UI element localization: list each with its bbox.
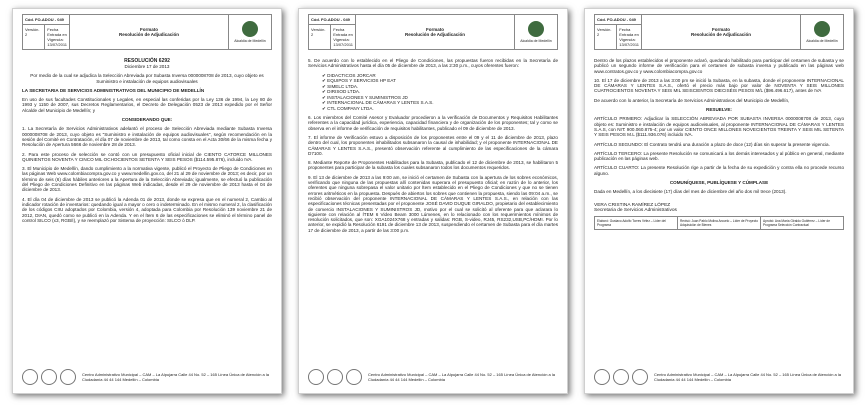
footer-text: Centro Administrativo Municipal – CAM – La Alpujarra Calle 44 No. 52 – 165 Línea Única de Atención a la Ciudadanía 44 44 144 Medellín – Colombia: [82, 372, 269, 382]
list-item: ✔ DIRISOD LTDA.: [322, 89, 558, 95]
seal-icon: [327, 369, 343, 385]
page-footer: [308, 369, 558, 385]
signature-block: [594, 203, 844, 213]
powers-paragraph: En uso de sus facultades Constitucionales y Legales, en especial las conferidas por la Ley 136 de 1994, la Ley 80 de 1993 y 1150 de 2007, sus Decretos Reglamentarios, el Decreto de Delegación 0523 de 2013 expedido por el Señor Alcalde del Municipio de Medellín; y: [22, 97, 272, 113]
medellin-logo-icon: [242, 21, 258, 37]
list-item: ✔ INSTALACIONES Y SUMINISTROS JD: [322, 95, 558, 101]
effective-date: Fecha Entrada en Vigencia: 13/07/2011: [47, 27, 67, 47]
resolution-number: RESOLUCIÓN 6292: [124, 58, 170, 64]
page-footer: [594, 369, 844, 385]
document-page-3: [584, 8, 854, 394]
footer-text: Centro Administrativo Municipal – CAM – La Alpujarra Calle 44 No. 52 – 165 Línea Única de Atención a la Ciudadanía 44 44 144 Medellín – Colombia: [654, 372, 841, 382]
version-label: Versión. 2: [23, 25, 45, 49]
document-page-2: [298, 8, 568, 394]
paragraph-9-continued: Dentro de los plazos establecidos el proponente aclaró, quedando habilitado para participar del certamen de subasta y se publicó un segundo informe de verificación para el certamen de subasta inversa y publicado en las páginas web www.contratos.gov.co y www.colombiacompra.gov.co: [594, 58, 844, 74]
version-label: Versión. 2: [595, 25, 617, 49]
paragraph-9: 9. El 13 de diciembre de 2013 a las 9:00 am, se inició el certamen de Subasta con la apertura de los sobres económicos, verificando que ninguna de las propuestas allí contenidas superara el presupuesto oficial; en razón de lo anterior, los oferentes que ninguna sobrepasa el valor unitario por Ítem establecido en el Pliego de Condiciones y que no se tienen errores aritméticos en la propuesta. Después de abiertos los sobres que contienen la propuesta, siendo las 09:04 a.m., se recibió observación del proponente INTERNACIONAL DE CÁMARAS Y LENTES S.A.S., en relación con las especificaciones técnicas presentadas por el proponente JOSÉ DAVID DUQUE GIRALDO, propietario del establecimiento de comercio INSTALACIONES Y SUMINISTROS JD, motivo por el cual se solicitó al oferente para que aclarara lo siguiente con relación al ÍTEM 6 Video Beam 3000 Lúmenes, en lo relacionado con los requerimientos mínimos de resolución solicitados, que son: XGA1024X768 y entradas y salidas: RGB, S-video, RJ45, RS232,USB,PC/HDMI. Por lo anterior, se expidió la Resolución 6191 de diciembre 13 de 2013, suspendiendo el certamen de Subasta para el día martes 17 de diciembre de 2013, a partir de las 3:00 p.m.: [308, 174, 559, 233]
resolution-intro: Por medio de la cual se adjudica la Selección Abreviada por Subasta Inversa 0000008708 de 2013, cuyo objeto es Suministro e instalación de equipos audiovisuales: [30, 73, 264, 84]
article-1: ARTÍCULO PRIMERO: Adjudicar la SELECCIÓN ABREVIADA POR SUBASTA INVERSA 0000008708 de 2013, cuyo objeto es: Suministro e instalación de equipos audiovisuales, al proponente INTERNACIONAL DE CÁMARAS Y LENTES S.A.S, con NIT: 900.060.875-4; por un valor CIENTO ONCE MILLONES NOVECIENTOS TREINTA Y SEIS MIL SETENTA Y SEIS PESOS M.L ($111.936.076) incluido IVA.: [594, 116, 844, 138]
closing-formula: COMUNÍQUESE, PUBLÍQUESE Y CÚMPLASE: [669, 180, 769, 186]
paragraph-3: 3. El Municipio de Medellín, dando cumplimiento a la normativa vigente, publicó el Proyecto de Pliego de Condiciones en las páginas Web www.colombiacompra.gov.co y www.medellin.gov.co, del 21 al 29 de noviembre de 2013; es decir, por un término de seis (6) días hábiles anteriores a la Apertura de la Selección Abreviada; igualmente, se efectuó la publicación del Pliego de Condiciones Definitivo en las páginas Web indicadas, desde el 29 de noviembre de 2013 hasta el 04 de diciembre de 2013.: [22, 166, 272, 193]
list-item: ✔ INTERNACIONAL DE CÁMARAS Y LENTES S.A.S.: [322, 100, 558, 106]
footer-text: Centro Administrativo Municipal – CAM – La Alpujarra Calle 44 No. 52 – 165 Línea Única de Atención a la Ciudadanía 44 44 144 Medellín – Colombia: [368, 372, 555, 382]
paragraph-7: 7. El informe de Verificación estuvo a disposición de los proponentes entre el 09 y el 11 de diciembre de 2013, plazo dentro del cual, los proponentes inhabilitados subsanaron la causal de inhabilidad; y el proponente INTERNACIONAL DE CÁMARAS Y LENTES S.A.S., presentó observación referente al cumplimiento de las especificaciones de la cámara D7100.: [308, 134, 558, 156]
paragraph-5: 5. De acuerdo con lo establecido en el Pliego de Condiciones, las propuestas fueron recibidas en la Secretaría de Servicios Administrativos hasta el día 05 de diciembre de 2013, a las 2:30 p.m., cuyos oferentes fueron:: [308, 58, 558, 69]
effective-date: Fecha Entrada en Vigencia: 13/07/2011: [619, 27, 639, 47]
resolves-heading: RESUELVE:: [706, 107, 732, 113]
form-header: [22, 14, 272, 50]
paragraph-2: 2. Para este proceso de selección se contó con un presupuesto oficial inicial de CIENTO CATORCE MILLONES QUINIENTOS NOVENTA Y CINCO MIL OCHOCIENTOS SETENTA Y SEIS PESOS ($114.595.876), incluido IVA.: [22, 151, 272, 162]
approval-table: [594, 216, 844, 230]
bidder-list: [322, 73, 558, 112]
paragraph-8: 8. Mediante Reporte de Proponentes Habilitados para la Subasta, publicado el 12 de diciembre de 2013, se habilitaron 5 proponentes para participar de la subasta los cuales subsanaron todos los documentos requeridos.: [308, 160, 558, 171]
article-2: ARTÍCULO SEGUNDO: El Contrato tendrá una duración a plazo de doce (12) días sin superar la presente vigencia.: [594, 141, 830, 147]
paragraph-10: 10. El 17 de diciembre de 2013 a las 3:00 pm se inició la Subasta, en la subasta, donde el proponente INTERNACIONAL DE CÁMARAS Y LENTES S.A.S., ofertó el precio más bajo por valor de NOVENTA Y SEIS MILLONES CUATROCIENTOS NOVENTA Y SEIS MIL SEISCIENTOS DIECISÉIS PESOS M/L ($96.496.617), antes de IVA: [594, 77, 844, 94]
form-title: Formato: [426, 27, 444, 32]
list-item: ✔ EQUIPOS Y SERVICIOS HP EAT: [322, 78, 558, 84]
seal-icon: [613, 369, 629, 385]
medellin-logo-icon: [528, 21, 544, 37]
form-code: Cód. FO-ADOU - 049: [23, 15, 69, 25]
form-title: Formato: [712, 27, 730, 32]
medellin-logo-icon: [814, 21, 830, 37]
logo-text: Alcaldía de Medellín: [520, 39, 552, 43]
article-3: ARTÍCULO TERCERO: La presente Resolución se comunicará a los demás interesados y al público en general, mediante publicación en las páginas web.: [594, 150, 844, 162]
seal-icon: [308, 369, 324, 385]
article-4: ARTÍCULO CUARTO: La presente Resolución rige a partir de la fecha de su expedición y contra ella no procede recurso alguno.: [594, 165, 844, 176]
form-header: [594, 14, 844, 50]
signer-name: VERA CRISTINA RAMÍREZ LÓPEZ: [594, 202, 671, 208]
form-header: [308, 14, 558, 50]
considering-heading: CONSIDERANDO QUE:: [121, 117, 173, 123]
document-page-1: [12, 8, 282, 394]
approval-cell: Revisó: Juan Pablo Molina Arcuelo – Líder de Proyecto Adquisición de Bienes: [678, 217, 761, 229]
paragraph-11: De acuerdo con lo anterior, la Secretaría de Servicios Administrativos del Municipio de Medellín,: [594, 97, 790, 103]
approval-cell: Aprobó: Ana María Giraldo Gutiérrez – Líder de Programa Selección Contractual: [763, 218, 830, 227]
seal-icon: [632, 369, 648, 385]
effective-date: Fecha Entrada en Vigencia: 13/07/2011: [333, 27, 353, 47]
form-name: Resolución de Adjudicación: [118, 32, 180, 37]
form-title: Formato: [140, 27, 158, 32]
form-code: Cód. FO-ADOU - 049: [595, 15, 641, 25]
list-item: ✔ CTL COMPANY LTDA.: [322, 106, 558, 112]
seal-icon: [346, 369, 362, 385]
authority: LA SECRETARIA DE SERVICIOS ADMINISTRATIVOS DEL MUNICIPIO DE MEDELLÍN: [22, 87, 205, 93]
signer-title: Secretaria de Servicios Administrativos: [594, 207, 677, 213]
logo-text: Alcaldía de Medellín: [806, 39, 838, 43]
paragraph-4: 4. El día 04 de diciembre de 2013 se publicó la Adenda 01 de 2013, donde se expresa que en el numeral 2, Cambio al indicador rotación de inventarios: quedando igual a mayor o cero o indeterminado. En el mismo numeral 2, la clasificación de los códigos CIIU adoptados por Colombia, versión 4, adoptada para Colombia por Resolución 139 noviembre 21 de 2012, DIAN, quedó como se publicó en la Adenda. Y en el Ítem 6 de las especificaciones se eliminó el término panel de control SILCO (x3, RGB/I), y se reemplazó por Sistema de proyección: SILCO ó DLP.: [22, 196, 272, 223]
list-item: ✔ SIMELC LTDA.: [322, 84, 558, 90]
form-code: Cód. FO-ADOU - 049: [309, 15, 355, 25]
approval-cell: Elaboró: Gustavo Adolfo Torres Vélez – Líder del Programa: [595, 217, 678, 229]
form-name: Resolución de Adjudicación: [404, 32, 466, 37]
seal-icon: [22, 369, 38, 385]
resolution-date: Diciembre 17 de 2013: [124, 64, 170, 69]
form-name: Resolución de Adjudicación: [690, 32, 752, 37]
paragraph-1: 1. La Secretaría de Servicios Administrativos adelantó el proceso de Selección Abreviada mediante Subasta Inversa 0000008708 de 2013, cuyo objeto es "Suministro e instalación de equipos audiovisuales", según recomendación en la sesión del Comité en Contratación, el día 07 de noviembre de 2013, tal como consta en el Acta 30/66 de la misma fecha y Resolución de Apertura 5666 de noviembre 28 de 2013.: [22, 126, 272, 148]
seal-icon: [41, 369, 57, 385]
list-item: ✔ DIDACTICOS JORCAR: [322, 73, 558, 79]
logo-text: Alcaldía de Medellín: [234, 39, 266, 43]
page-footer: [22, 369, 272, 385]
given-date: Dada en Medellín, a los diecisiete (17) días del mes de diciembre del año dos mil trece (2013).: [594, 189, 787, 195]
seal-icon: [594, 369, 610, 385]
seal-icon: [60, 369, 76, 385]
version-label: Versión. 2: [309, 25, 331, 49]
paragraph-6: 6. Los miembros del Comité Asesor y Evaluador procedieron a la verificación de Documentos y Requisitos Habilitantes referentes a la capacidad jurídica, experiencia, capacidad financiera y de organización de los proponentes; tal y como se observa en el informe de verificación de requisitos habilitantes, publicado el 09 de diciembre de 2013.: [308, 115, 558, 131]
